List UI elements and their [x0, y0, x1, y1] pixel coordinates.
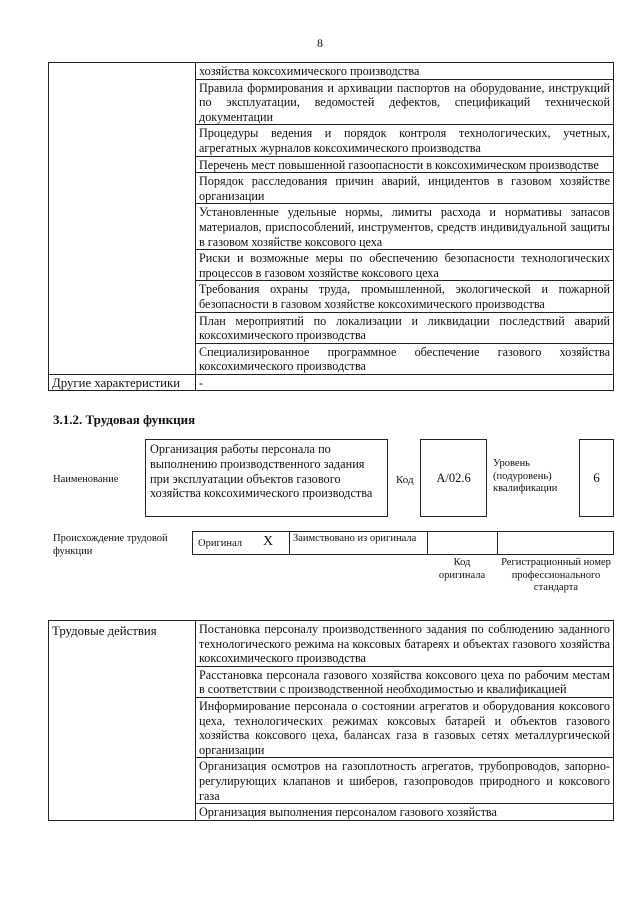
table-row: Установленные удельные нормы, лимиты расхода и нормативы запасов материалов, приспособлений, инструментов, средств индивидуальной защиты в газовом хозяйстве коксового цеха [196, 204, 614, 250]
code-box: А/02.6 [420, 439, 487, 517]
original-cell [192, 531, 290, 555]
reg-number-caption: Регистрационный номер профессионального стандарта [501, 557, 611, 593]
level-label: Уровень (подуровень) квалификации [493, 458, 558, 494]
original-label: Оригинал [198, 538, 242, 549]
table-row: Требования охраны труда, промышленной, экологической и пожарной безопасности в газовом хозяйстве коксохимического производства [196, 281, 614, 312]
code-original-cell [427, 531, 498, 555]
reg-number-cell [497, 531, 614, 555]
borrowed-cell: Заимствовано из оригинала [289, 531, 428, 555]
table-row: Информирование персонала о состоянии агрегатов и оборудования коксового цеха, технологических режимах коксовых батарей и объектов газового хозяйства коксового цеха, балансах газа в газовых сетях металлургической организации [196, 697, 614, 757]
table-row: Организация выполнения персоналом газового хозяйства [196, 804, 614, 821]
labor-actions-label: Трудовые действия [49, 621, 196, 821]
section-title: 3.1.2. Трудовая функция [53, 412, 196, 427]
origin-label: Происхождение трудовой функции [53, 533, 168, 557]
table-row: Процедуры ведения и порядок контроля технологических, учетных, агрегатных журналов коксохимического производства [196, 125, 614, 156]
table-row: Перечень мест повышенной газоопасности в коксохимическом производстве [196, 156, 614, 173]
table-row: Порядок расследования причин аварий, инцидентов в газовом хозяйстве организации [196, 173, 614, 204]
page-number: 8 [317, 36, 323, 50]
name-label: Наименование [53, 474, 119, 485]
function-name-box: Организация работы персонала по выполнению производственного задания при эксплуатации объектов газового хозяйства коксохимического производства [145, 439, 388, 517]
table-row: Постановка персоналу производственного задания по соблюдению заданного технологического режима на коксовых батареях и объектах газового хозяйства коксохимического производства [196, 621, 614, 667]
labor-actions-table [48, 620, 614, 821]
level-box: 6 [579, 439, 614, 517]
knowledge-table [48, 62, 614, 391]
table-row: хозяйства коксохимического производства [196, 63, 614, 80]
table-row: Риски и возможные меры по обеспечению безопасности технологических процессов в газовом хозяйстве коксового цеха [196, 250, 614, 281]
label-cell-empty [49, 63, 196, 375]
code-label: Код [396, 474, 414, 486]
code-original-caption: Код оригинала [438, 557, 486, 581]
table-row: Правила формирования и архивации паспортов на оборудование, инструкций по эксплуатации, ведомостей дефектов, спецификаций технической документации [196, 79, 614, 125]
table-row: Организация осмотров на газоплотность агрегатов, трубопроводов, запорно-регулирующих клапанов и шиберов, газопроводов природного и коксового газа [196, 758, 614, 804]
original-mark: X [263, 534, 274, 549]
other-characteristics-value: - [196, 374, 614, 391]
other-characteristics-label: Другие характеристики [49, 374, 196, 391]
table-row: Специализированное программное обеспечение газового хозяйства коксохимического производства [196, 343, 614, 374]
table-row: План мероприятий по локализации и ликвидации последствий аварий коксохимического производства [196, 312, 614, 343]
table-row: Расстановка персонала газового хозяйства коксового цеха по рабочим местам в соответствии с производственной необходимостью и квалификацией [196, 666, 614, 697]
